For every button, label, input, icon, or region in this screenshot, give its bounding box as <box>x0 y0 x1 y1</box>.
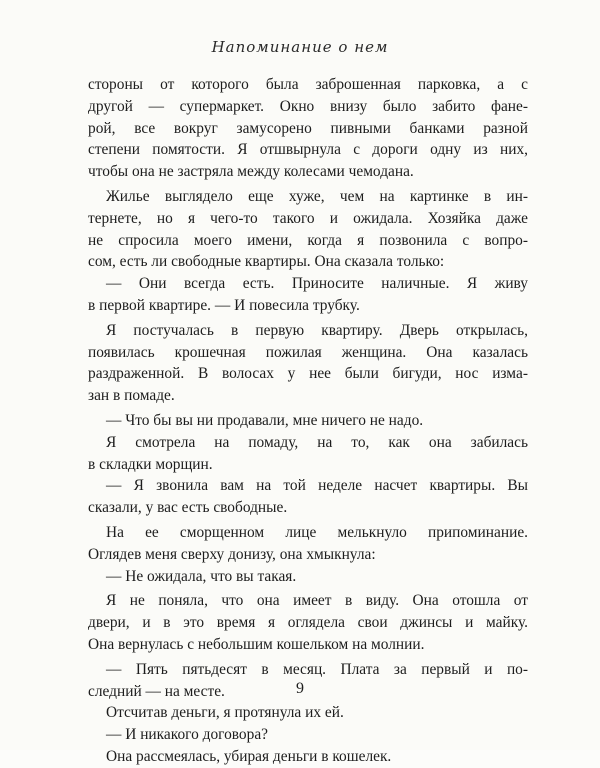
text-line: тернете, но я чего-то такого и ожидала. Хозяйка даже <box>88 209 528 227</box>
text-line: Жилье выглядело еще хуже, чем на картинке в ин- <box>106 187 528 205</box>
text-line: Я не поняла, что она имеет в виду. Она отошла от <box>106 592 528 610</box>
text-line: рой, все вокруг замусорено пивными банками разной <box>88 119 528 137</box>
page-number: 9 <box>296 680 304 697</box>
text-line: — И никакого договора? <box>106 726 268 744</box>
body-text <box>88 74 528 768</box>
text-line: появилась крошечная пожилая женщина. Она казалась <box>88 343 528 361</box>
running-head: Напоминание о нем <box>211 38 389 56</box>
text-line: не спросила моего имени, когда я позвонила с вопро- <box>88 231 528 249</box>
text-line: в складки морщин. <box>88 455 213 473</box>
text-line: Оглядев меня сверху донизу, она хмыкнула: <box>88 545 376 563</box>
text-line: Я смотрела на помаду, на то, как она забилась <box>106 433 528 451</box>
text-line: — Что бы вы ни продавали, мне ничего не надо. <box>106 411 424 429</box>
text-line: — Я звонила вам на той неделе насчет квартиры. Вы <box>106 477 528 495</box>
text-line: Я постучалась в первую квартиру. Дверь открылась, <box>106 321 528 339</box>
text-line: сом, есть ли свободные квартиры. Она сказала только: <box>88 253 445 271</box>
text-line: Она рассмеялась, убирая деньги в кошелек. <box>106 747 392 765</box>
text-line: в первой квартире. — И повесила трубку. <box>88 296 360 314</box>
text-line: — Они всегда есть. Приносите наличные. Я живу <box>106 275 528 293</box>
text-line: — Не ожидала, что вы такая. <box>106 567 297 585</box>
text-line: двери, и в это время я оглядела свои джинсы и майку. <box>88 614 528 632</box>
text-line: — Пять пятьдесят в месяц. Плата за первый и по- <box>106 660 528 678</box>
text-line: зан в помаде. <box>88 387 175 405</box>
text-line: чтобы она не застряла между колесами чемодана. <box>88 163 414 181</box>
text-line: Она вернулась с небольшим кошельком на молнии. <box>88 635 425 653</box>
text-line: следний — на месте. <box>88 682 225 700</box>
text-line: На ее сморщенном лице мелькнуло припоминание. <box>106 523 528 541</box>
text-line: степени помятости. Я отшвырнула с дороги одну из них, <box>88 141 528 159</box>
text-line: раздраженной. В волосах у нее были бигуди, нос измa- <box>88 365 528 383</box>
text-line: стороны от которого была заброшенная парковка, а с <box>88 76 528 93</box>
text-line: сказали, у вас есть свободные. <box>88 499 288 517</box>
text-line: Отсчитав деньги, я протянула их ей. <box>106 704 344 722</box>
text-line: другой — супермаркет. Окно внизу было забито фане- <box>88 97 528 115</box>
